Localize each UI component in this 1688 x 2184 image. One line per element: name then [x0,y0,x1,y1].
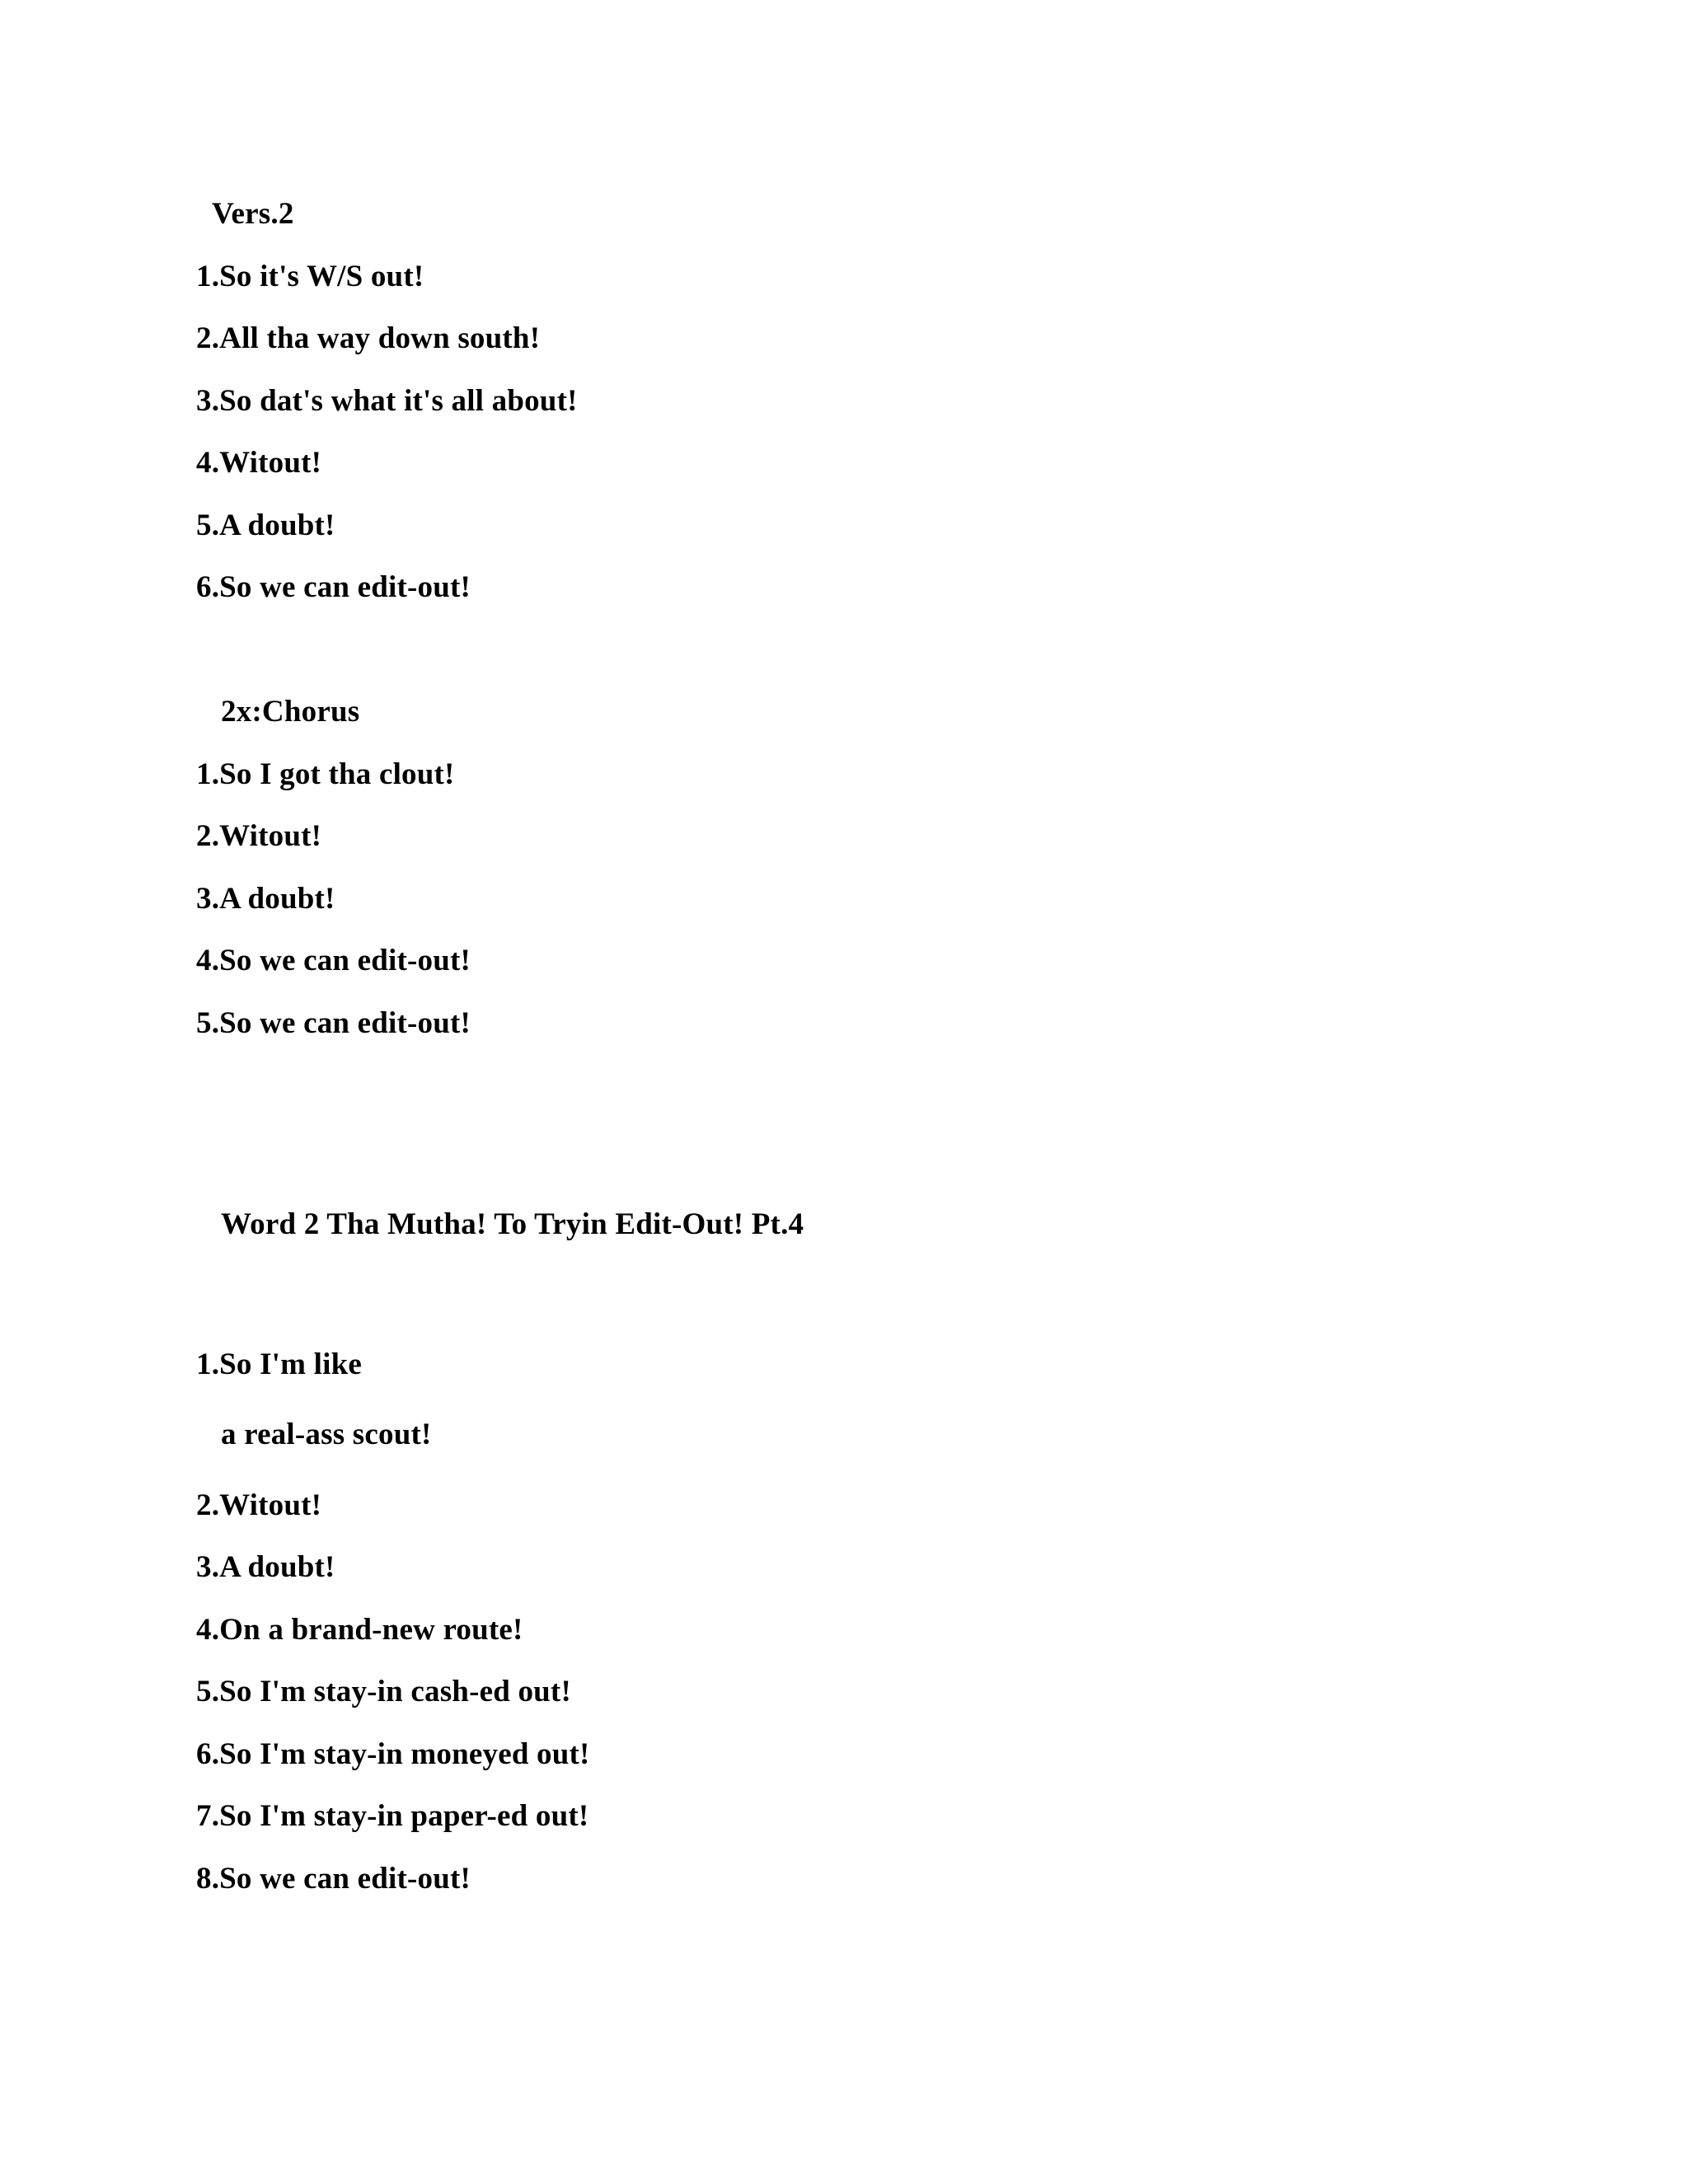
chorus-line: 3.A doubt! [196,882,335,916]
chorus-line: 2.Witout! [196,819,322,853]
part4-line: 5.So I'm stay-in cash-ed out! [196,1675,571,1708]
chorus-heading: 2x:Chorus [221,695,360,729]
verse-line: 2.All tha way down south! [196,321,541,355]
part4-line: 1.So I'm like [196,1347,362,1381]
chorus-line: 1.So I got tha clout! [196,757,455,791]
verse-line: 4.Witout! [196,446,322,480]
verse-line: 3.So dat's what it's all about! [196,384,578,418]
part4-line: 6.So I'm stay-in moneyed out! [196,1737,590,1771]
part4-line: 8.So we can edit-out! [196,1862,471,1896]
verse-line: 1.So it's W/S out! [196,260,424,293]
verse-line: 5.A doubt! [196,509,335,542]
verse-line: 6.So we can edit-out! [196,570,471,604]
part4-line: 7.So I'm stay-in paper-ed out! [196,1799,589,1833]
verse-heading: Vers.2 [212,197,294,231]
part4-line: 2.Witout! [196,1488,322,1522]
part4-line: a real-ass scout! [221,1418,432,1451]
part4-line: 4.On a brand-new route! [196,1613,523,1647]
chorus-line: 4.So we can edit-out! [196,944,471,977]
section-title: Word 2 Tha Mutha! To Tryin Edit-Out! Pt.4 [221,1207,804,1241]
part4-line: 3.A doubt! [196,1550,335,1584]
chorus-line: 5.So we can edit-out! [196,1006,471,1040]
